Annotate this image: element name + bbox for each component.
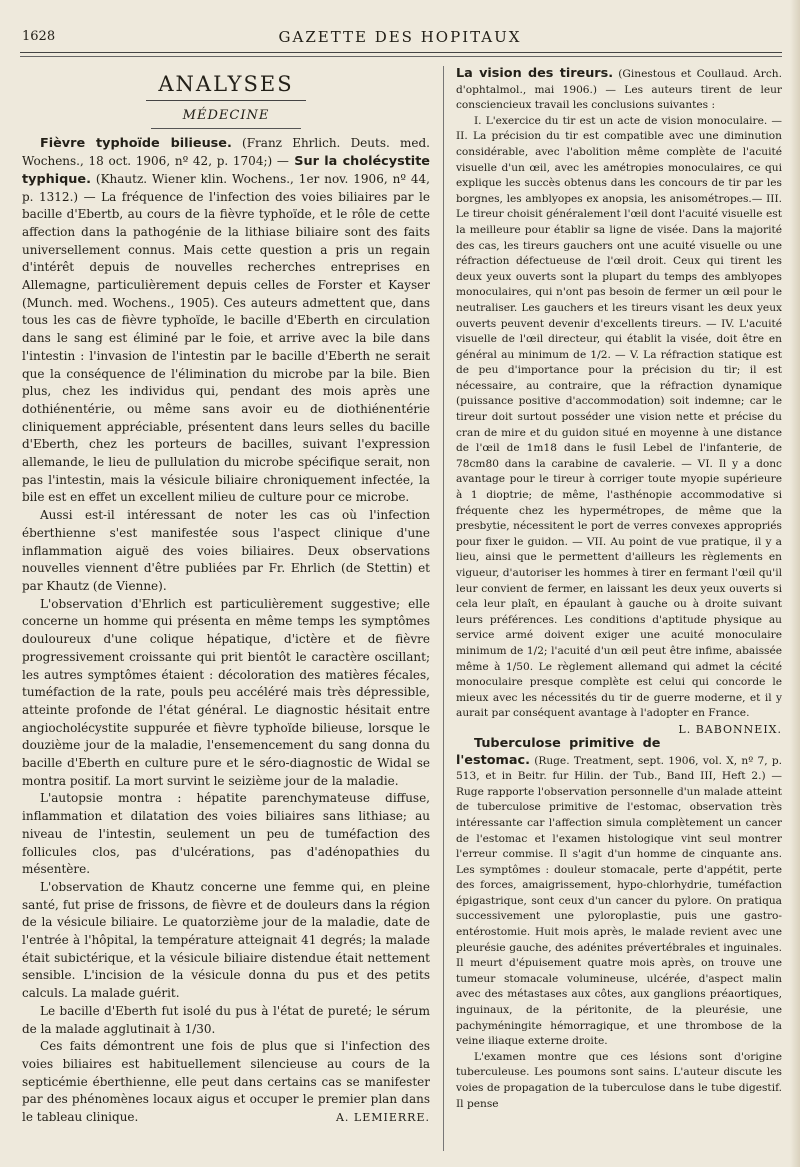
right-column <box>456 66 782 1112</box>
article-body: (Ginestous et Coullaud. Arch. d'ophtalmol., mai 1906.) — Les auteurs tirent de leur consciencieux travail les conclusions suivantes : <box>456 68 782 112</box>
journal-title: GAZETTE DES HOPITAUX <box>278 28 522 46</box>
paragraph-with-signature <box>22 1038 430 1127</box>
paragraph: L'observation d'Ehrlich est particulièrement suggestive; elle concerne un homme qui présenta en même temps les symptômes douloureux d'une colique hépatique, d'ictère et de fièvre progressivement croissante qui prit bientôt le caractère oscillant; les autres symptômes étaient : décoloration des matières fécales, tuméfaction de la rate, pouls peu accéléré mais très dépressible, atteinte profonde de l'état général. Le diagnostic hésitait entre angiocholécystite suppurée et fièvre typhoïde bilieuse, lorsque le douzième jour de la maladie, l'ensemencement du sang donna du bacille d'Eberth en culture pure et le séro-diagnostic de Widal se montra positif. La mort survint le seizième jour de la maladie. <box>22 596 430 788</box>
article-tuberculosis-intro <box>456 736 782 1050</box>
section-rule <box>146 100 306 101</box>
article-title: Fièvre typhoïde bilieuse. <box>40 136 232 152</box>
article-body: (Khautz. Wiener klin. Wochens., 1er nov. 1906, nº 44, p. 1312.) — La fréquence de l'infection des voies biliaires par le bacille d'Ebertb, au cours de la fièvre typhoïde, et le rôle de cette affection dans la pathogénie de la lithiase biliaire sont des faits universellement connus. Mais cette question a pris un regain d'intérêt depuis de nouvelles recherches entreprises en Allemagne, particulièrement depuis celles de Forster et Kayser (Munch. med. Wochens., 1905). Ces auteurs admettent que, dans tous les cas de fièvre typhoïde, le bacille d'Eberth en circulation dans le sang est éliminé par le foie, et arrive avec la bile dans l'intestin : l'invasion de l'intestin par le bacille d'Eberth ne serait que la conséquence de l'élimination du microbe par la bile. Bien plus, chez les individus qui, pendant des mois après une dothiénentérie, ou même sans avoir eu de diothiénentérie cliniquement appréciable, présentent dans leurs selles du bacille d'Eberth, chez les porteurs de bacilles, suivant l'expression allemande, le lieu de pullulation du microbe spécifique serait, non pas l'intestin, mais la vésicule biliaire chroniquement infectée, la bile est en effet un excellent milieu de culture pour ce microbe. <box>22 171 430 505</box>
paragraph-text: I. L'exercice du tir est un acte de vision monoculaire. — II. La précision du tir est compatible avec une diminution considérable, avec l'abolition même complète de l'acuité visuelle d'un œil, avec les amétropies monoculaires, ce qui explique les succès obtenus dans les concours de tir par les borgnes, les amblyopes ex anopsia, les anisométropes.— III. Le tireur choisit généralement l'œil dont l'acuité visuelle est la meilleure pour établir sa ligne de visée. Dans la majorité des cas, les tireurs gauchers ont une acuité visuelle ou une réfraction défectueuse de l'œil droit. Ceux qui tirent les deux yeux ouverts sont la plupart du temps des amblyopes monoculaires, qui n'ont pas besoin de fermer un œil pour le neutraliser. Les gauchers et les tireurs visant les deux yeux ouverts peuvent devenir d'excellents tireurs. — IV. L'acuité visuelle de l'œil directeur, qui établit la visée, doit être en général au minimum de 1/2. — V. La réfraction statique est de peu d'importance pour la précision du tir; il est nécessaire, au contraire, que la réfraction dynamique (puissance positive d'accommodation) soit indemne; car le tireur doit surtout posséder une vision nette et précise du cran de mire et du guidon situé en moyenne à une distance de l'œil de 1m18 dans le fusil Lebel de l'infanterie, de 78cm80 dans la carabine de cavalerie. — VI. Il y a donc avantage pour le tireur à corriger toute myopie supérieure à 1 dioptrie; de même, l'asthénopie accommodative si fréquente chez les hypermétropes, de même que la presbytie, nécessitent le port de verres convexes appropriés pour fixer le guidon. — VII. Au point de vue pratique, il y a lieu, ainsi que le permettent d'ailleurs les règlements en vigueur, d'autoriser les hommes à tirer en fermant l'œil qu'il leur convient de fermer, en laissant les deux yeux ouverts si cela leur plaît, en épaulant à gauche ou à droite suivant leurs préférences. Les conditions d'aptitude physique au service armé doivent exiger une acuité monoculaire minimum de 1/2; l'acuité d'un œil peut être infime, abaissée même à 1/50. Le règlement allemand qui admet la cécité monoculaire presque complète est celui qui concorde le mieux avec les nécessités du tir de guerre moderne, et il y aurait par conséquent avantage à l'adopter en France. <box>456 114 782 720</box>
article-title: La vision des tireurs. <box>456 66 614 81</box>
article-typhoid-intro <box>22 135 430 507</box>
header-rule <box>20 52 782 53</box>
article-vision-intro <box>456 66 782 114</box>
paragraph: L'examen montre que ces lésions sont d'origine tuberculeuse. Les poumons sont sains. L'auteur discute les voies de propagation de la tuberculose dans le tube digestif. Il pense <box>456 1050 782 1110</box>
column-divider <box>443 66 444 1151</box>
article-body: (Ruge. Treatment, sept. 1906, vol. X, nº 7, p. 513, et in Beitr. fur Hilin. der Tub., Band III, Heft 2.) — Ruge rapporte l'observation personnelle d'un malade atteint de tuberculose primitive de l'estomac, observation très intéressante car l'affection simula complètement un cancer de l'estomac et l'examen histologique vint seul montrer l'erreur commise. Il s'agit d'un homme de cinquante ans. Les symptômes : douleur stomacale, perte d'appétit, perte des forces, amaigrissement, hypo-chlorhydrie, tuméfaction épigastrique, sont ceux d'un cancer du pylore. On pratiqua successivement une pyloroplastie, puis une gastro-entérostomie. Huit mois après, le malade revient avec une pleurésie gauche, des adénites prévertébrales et inguinales. Il meurt d'épuisement quatre mois après, on trouve une tumeur stomacale volumineuse, ulcérée, d'aspect malin avec des métastases aux côtes, aux ganglions préaortiques, inguinaux, de la péritonite, de la pleurésie, une pachyméningite hémorragique, et une thrombose de la veine iliaque externe droite. <box>456 754 782 1048</box>
paragraph: L'observation de Khautz concerne une femme qui, en pleine santé, fut prise de frissons, de fièvre et de douleurs dans la région de la vésicule biliaire. Le quatorzième jour de la maladie, date de l'entrée à l'hôpital, la température atteignait 41 degrés; la malade était subictérique, et la vésicule biliaire distendue était nettement sensible. L'incision de la vésicule donna du pus et des petits calculs. La malade guérit. <box>22 879 430 1001</box>
author-signature: A. LEMIERRE. <box>335 1111 430 1125</box>
paragraph: Aussi est-il intéressant de noter les cas où l'infection éberthienne s'est manifestée sous l'aspect clinique d'une inflammation aiguë des voies biliaires. Deux observations nouvelles viennent d'être publiées par Fr. Ehrlich (de Stettin) et par Khautz (de Vienne). <box>22 508 430 593</box>
paragraph-text: Ces faits démontrent une fois de plus que si l'infection des voies biliaires est habituellement silencieuse au cours de la septicémie éberthienne, elle peut dans certains cas se manifester par des phénomènes locaux aigus et occuper le premier plan dans le tableau clinique. <box>22 1039 430 1125</box>
article-title-secondary: Sur la cholécystite typhique. <box>22 154 430 187</box>
paragraph: Le bacille d'Eberth fut isolé du pus à l'état de pureté; le sérum de la malade agglutinait à 1/30. <box>22 1003 430 1036</box>
paragraph-with-signature <box>456 114 782 736</box>
scan-edge-shadow <box>790 0 800 1167</box>
left-column <box>22 66 430 1127</box>
category-heading: MÉDECINE <box>182 107 270 123</box>
category-rule <box>151 128 301 129</box>
author-signature: L. BABONNEIX. <box>678 722 782 736</box>
header-rule-double <box>20 56 782 57</box>
section-title: ANALYSES <box>158 72 294 96</box>
page-number: 1628 <box>22 29 56 44</box>
article-title: Tuberculose primitive de l'estomac. <box>456 735 661 768</box>
paragraph: L'autopsie montra : hépatite parenchymateuse diffuse, inflammation et dilatation des voies biliaires sans lithiase; au niveau de l'intestin, seulement un peu de tuméfaction des follicules clos, pas d'ulcérations, pas d'adénopathies du mésentère. <box>22 791 430 877</box>
article-reference: (Franz Ehrlich. Deuts. med. Wochens., 18 oct. 1906, nº 42, p. 1704;) — <box>22 136 430 169</box>
